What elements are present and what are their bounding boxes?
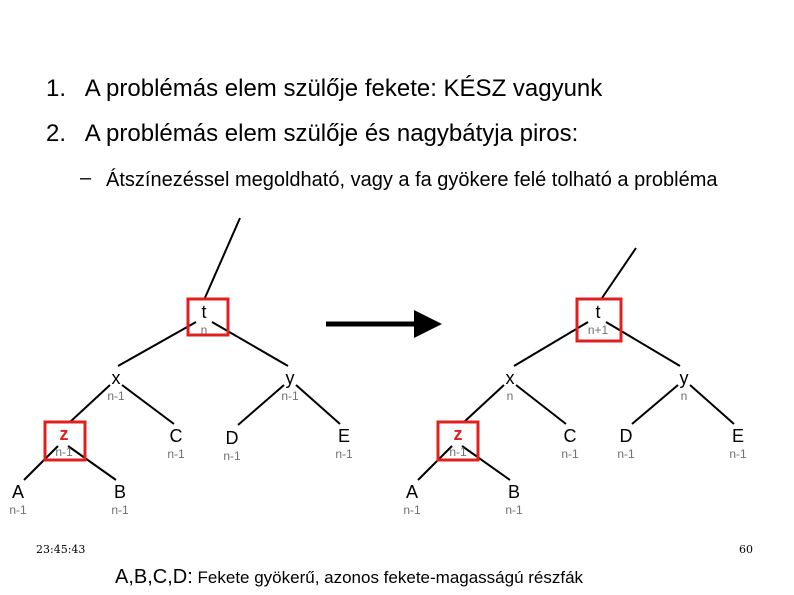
after-edge-8 [462,446,510,480]
before-node-E-label: E [337,426,351,446]
after-edge-0 [602,248,636,298]
before-edge-5 [238,385,284,425]
after-node-C-label: C [563,426,577,446]
arrow-head [414,310,442,338]
before-edge-4 [122,385,174,424]
page-number: 60 [739,543,753,556]
before-node-t-height: n [200,323,208,337]
list-number-2: 2. [46,120,67,147]
before-node-y-label: y [285,368,295,388]
after-node-D-height: n-1 [617,447,635,461]
after-node-E-label: E [731,426,745,446]
after-edge-3 [464,385,504,422]
timestamp: 23:45:43 [36,543,86,556]
before-edge-3 [70,385,110,422]
before-node-t-red-box [188,299,228,335]
after-node-z-label: z [453,424,463,444]
before-node-E-height: n-1 [335,447,353,461]
after-node-x-height: n [506,389,514,403]
caption-prefix: A,B,C,D: [115,566,193,588]
before-node-D-height: n-1 [223,449,241,463]
after-node-y-label: y [679,368,689,388]
after-edge-4 [516,385,566,424]
caption [115,566,583,589]
after-node-D-label: D [619,426,633,446]
after-node-A-height: n-1 [403,503,421,517]
after-node-t-label: t [595,302,601,322]
after-node-t-height: n+1 [587,323,609,337]
before-node-C-height: n-1 [167,447,185,461]
transform-arrow [326,310,442,338]
before-edge-1 [118,322,196,366]
before-edge-8 [68,446,116,480]
after-node-C-height: n-1 [561,447,579,461]
list-text-2: A problémás elem szülője és nagybátyja piros: [84,120,579,147]
before-node-C-label: C [169,426,183,446]
list-number-1: 1. [46,75,67,102]
list-text-1: A problémás elem szülője fekete: KÉSZ vagyunk [84,75,603,102]
after-edge-6 [690,385,734,424]
before-node-B-label: B [113,482,127,502]
after-node-A-label: A [405,482,419,502]
after-node-x-label: x [505,368,515,388]
before-node-D-label: D [225,428,239,448]
before-edge-7 [24,446,58,480]
before-node-x-label: x [111,368,121,388]
before-node-A-height: n-1 [9,503,27,517]
before-node-B-height: n-1 [111,503,129,517]
before-node-x-height: n-1 [107,389,125,403]
before-edge-0 [204,218,240,300]
after-node-y-height: n [680,389,688,403]
caption-text: Fekete gyökerű, azonos fekete-magasságú részfák [192,568,584,587]
after-node-z-height: n-1 [449,445,467,459]
after-node-E-height: n-1 [729,447,747,461]
before-edge-2 [212,322,288,366]
before-node-y-height: n-1 [281,389,299,403]
before-node-z-label: z [59,424,69,444]
sub-bullet: – [80,167,92,189]
after-edge-2 [606,322,680,366]
after-node-B-label: B [507,482,521,502]
node-labels [9,302,747,517]
after-edge-5 [632,385,678,424]
sub-item-text: Átszínezéssel megoldható, vagy a fa gyökere felé tolható a probléma [106,169,718,191]
before-node-t-label: t [201,302,207,322]
before-edge-6 [296,385,340,424]
after-edge-7 [418,446,452,480]
before-node-z-height: n-1 [55,445,73,459]
after-node-B-height: n-1 [505,503,523,517]
before-node-A-label: A [11,482,25,502]
